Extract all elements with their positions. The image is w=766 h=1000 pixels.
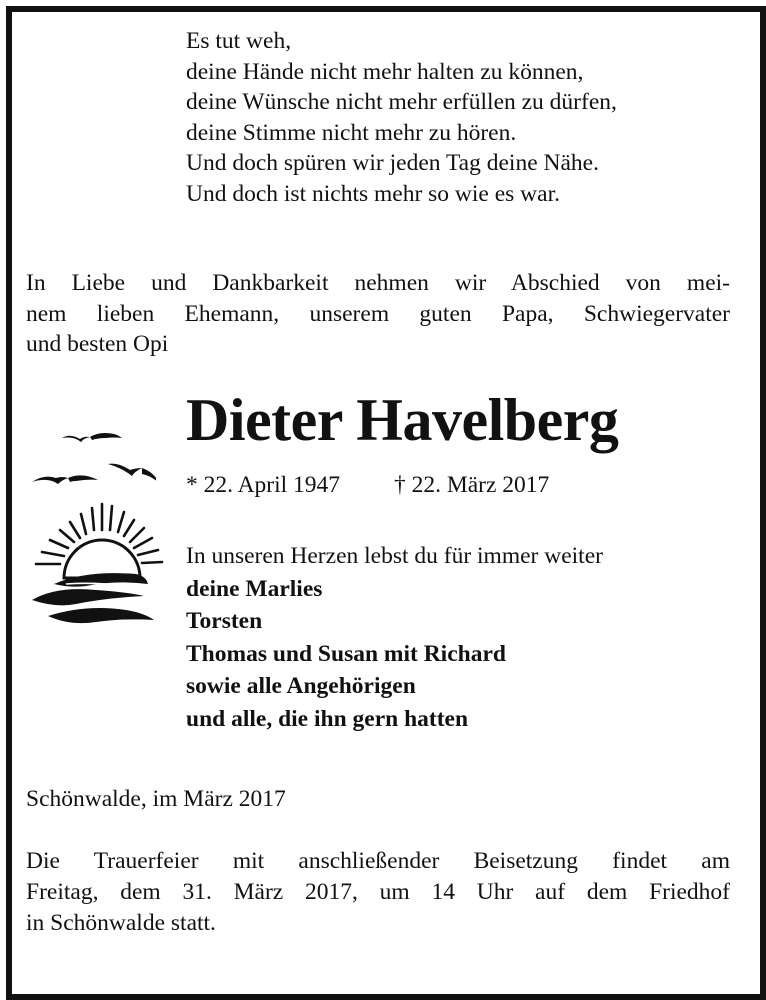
mourner-name: sowie alle Angehörigen: [186, 673, 416, 699]
birds-icon: [26, 424, 156, 494]
place-and-date: Schönwalde, im März 2017: [26, 786, 286, 812]
intro-line: In Liebe und Dankbarkeit nehmen wir Abschied von mei-: [26, 270, 730, 296]
birth-date: * 22. April 1947: [186, 472, 341, 498]
mourner-name: deine Marlies: [186, 575, 323, 602]
ceremony-line: in Schönwalde statt.: [26, 910, 216, 936]
poem-line: deine Wünsche nicht mehr erfüllen zu dürfen,: [186, 89, 617, 115]
mourners-intro: In unseren Herzen lebst du für immer weiter: [186, 543, 603, 569]
poem: [186, 26, 617, 209]
mourner-name: und alle, die ihn gern hatten: [186, 705, 469, 732]
life-dates: [186, 470, 549, 500]
poem-line: Und doch ist nichts mehr so wie es war.: [186, 180, 560, 207]
death-date: † 22. März 2017: [393, 472, 550, 498]
deceased-name: Dieter Havelberg: [186, 387, 619, 453]
ceremony-line: Freitag, dem 31. März 2017, um 14 Uhr auf dem Friedhof: [26, 879, 730, 905]
intro-line: und besten Opi: [26, 331, 169, 357]
mourner-name: Thomas und Susan mit Richard: [186, 640, 506, 667]
ceremony-line: Die Trauerfeier mit anschließender Beisetzung findet am: [26, 848, 730, 874]
intro-line: nem lieben Ehemann, unserem guten Papa, Schwiegervater: [26, 300, 730, 327]
intro-text: [26, 268, 730, 360]
sunset-over-sea-icon: [26, 500, 166, 640]
ceremony-notice: [26, 846, 730, 939]
poem-line: deine Stimme nicht mehr zu hören.: [186, 119, 517, 146]
poem-line: deine Hände nicht mehr halten zu können,: [186, 58, 584, 85]
poem-line: Es tut weh,: [186, 28, 292, 54]
poem-line: Und doch spüren wir jeden Tag deine Nähe.: [186, 150, 599, 176]
mourner-name: Torsten: [186, 608, 263, 634]
mourners: [186, 540, 603, 735]
